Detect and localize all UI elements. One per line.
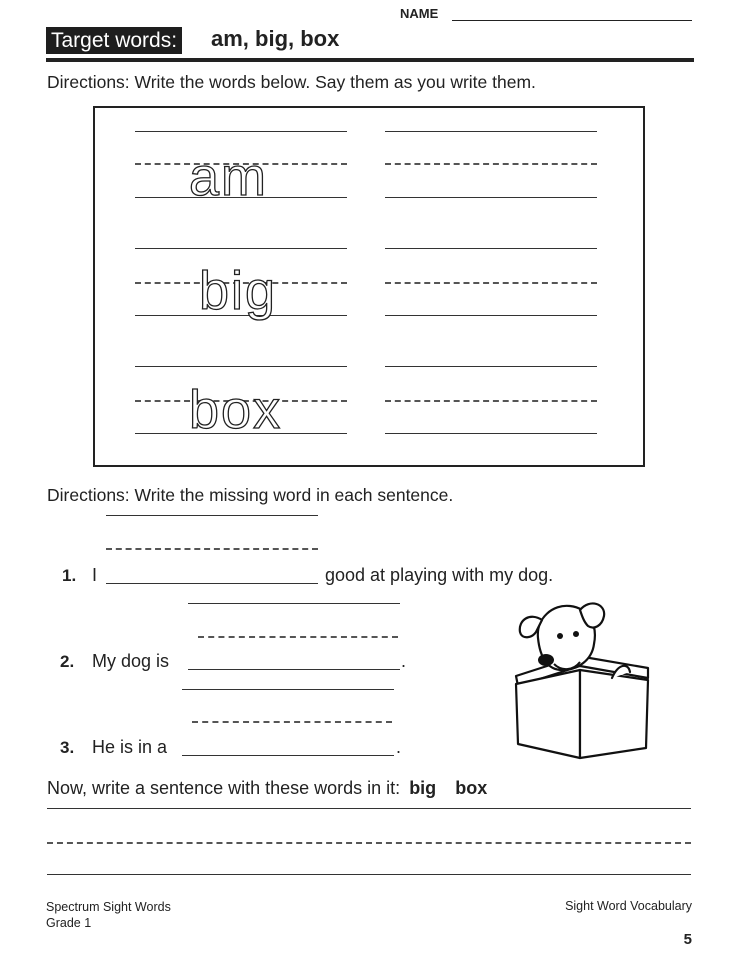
sentence-base-line[interactable] bbox=[47, 874, 691, 875]
header-rule bbox=[46, 58, 694, 62]
sentence-top-line[interactable] bbox=[47, 808, 691, 809]
writing-practice-box bbox=[93, 106, 645, 467]
item-number: 2. bbox=[60, 652, 75, 671]
answer-blank-3[interactable] bbox=[182, 755, 394, 756]
answer-mid-dashed-line bbox=[106, 548, 318, 550]
top-line bbox=[135, 131, 347, 132]
sentence-end: good at playing with my dog. bbox=[325, 565, 554, 585]
sentence-mid-dashed-line[interactable] bbox=[47, 842, 691, 844]
book-title: Spectrum Sight Words bbox=[46, 900, 171, 914]
top-line bbox=[135, 366, 347, 367]
directions-missing-word: Directions: Write the missing word in each sentence. bbox=[47, 485, 454, 505]
section-title: Sight Word Vocabulary bbox=[565, 899, 692, 913]
word-big: big bbox=[409, 778, 437, 798]
word-box: box bbox=[455, 778, 488, 798]
name-field[interactable] bbox=[452, 20, 692, 21]
traced-word-am: am bbox=[189, 147, 269, 207]
grade-label: Grade 1 bbox=[46, 916, 92, 930]
answer-blank-2[interactable] bbox=[188, 669, 400, 670]
answer-mid-dashed-line bbox=[198, 636, 398, 638]
prompt-text: Now, write a sentence with these words in it: bbox=[47, 778, 401, 798]
item-number: 3. bbox=[60, 738, 75, 757]
dog-in-box-illustration bbox=[508, 598, 658, 766]
base-line[interactable] bbox=[385, 315, 597, 316]
sentence-start: My dog is bbox=[92, 651, 170, 671]
sentence-end: . bbox=[396, 737, 402, 757]
answer-top-line bbox=[188, 603, 400, 604]
top-line[interactable] bbox=[385, 131, 597, 132]
sentence-prompt bbox=[47, 778, 487, 799]
answer-blank-1[interactable] bbox=[106, 583, 318, 584]
item-number: 1. bbox=[62, 566, 77, 585]
top-line[interactable] bbox=[385, 248, 597, 249]
sentence-start: He is in a bbox=[92, 737, 168, 757]
sentence-end: . bbox=[401, 651, 407, 671]
page-number: 5 bbox=[683, 931, 692, 948]
answer-top-line bbox=[182, 689, 394, 690]
mid-dashed-line[interactable] bbox=[385, 163, 597, 165]
answer-mid-dashed-line bbox=[192, 721, 392, 723]
base-line[interactable] bbox=[385, 433, 597, 434]
directions-write-words: Directions: Write the words below. Say them as you write them. bbox=[47, 72, 536, 92]
answer-top-line bbox=[106, 515, 318, 516]
footer-left bbox=[46, 899, 171, 931]
base-line[interactable] bbox=[385, 197, 597, 198]
target-words-label: Target words: bbox=[46, 27, 182, 54]
mid-dashed-line[interactable] bbox=[385, 282, 597, 284]
top-line[interactable] bbox=[385, 366, 597, 367]
target-words: am, big, box bbox=[211, 26, 340, 51]
traced-word-big: big bbox=[199, 261, 278, 321]
sentence-start: I bbox=[92, 565, 98, 585]
traced-word-box: box bbox=[189, 380, 283, 440]
name-label: NAME bbox=[400, 6, 439, 21]
mid-dashed-line[interactable] bbox=[385, 400, 597, 402]
top-line bbox=[135, 248, 347, 249]
